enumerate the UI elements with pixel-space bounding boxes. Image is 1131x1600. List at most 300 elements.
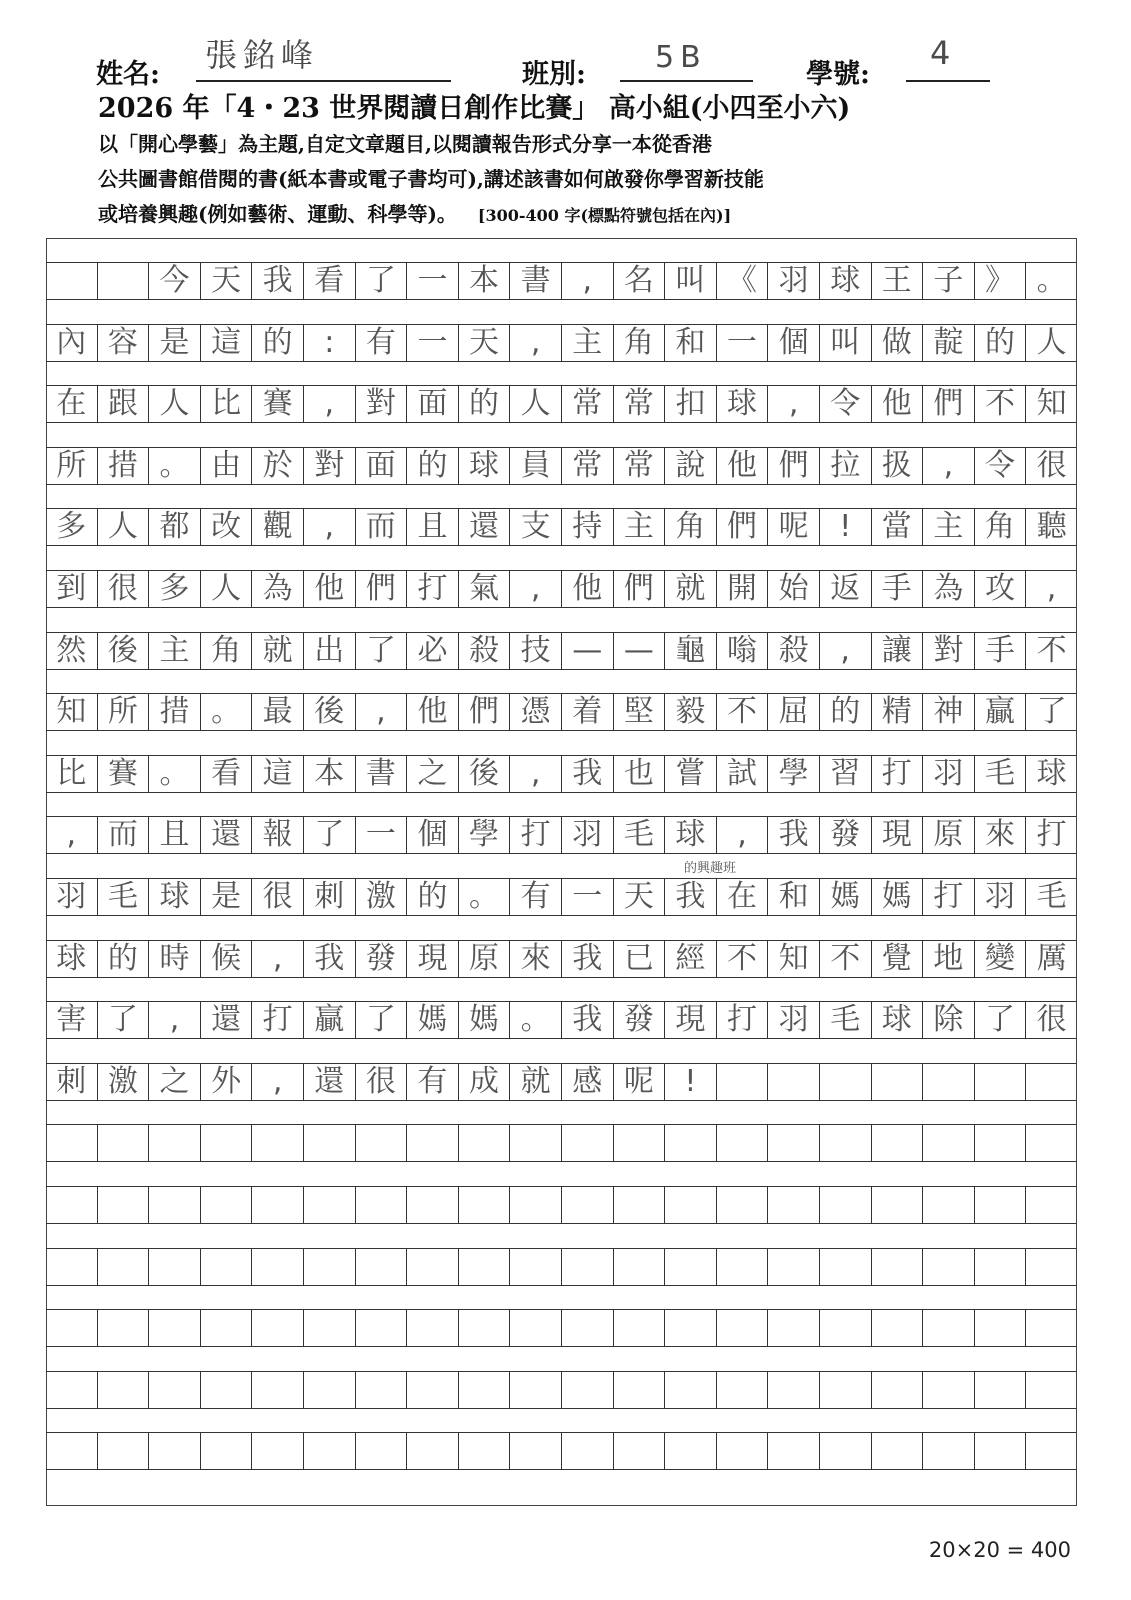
grid-cell[interactable] — [922, 1125, 974, 1161]
grid-cell[interactable] — [613, 1187, 665, 1223]
grid-cell[interactable] — [406, 1125, 458, 1161]
grid-cell[interactable]: 改 — [200, 509, 252, 545]
grid-cell[interactable]: 球 — [664, 817, 716, 853]
grid-cell[interactable] — [664, 1433, 716, 1469]
grid-cell[interactable]: 不 — [819, 941, 871, 977]
grid-cell[interactable]: 成 — [458, 1064, 510, 1100]
grid-cell[interactable]: 有 — [406, 1064, 458, 1100]
grid-cell[interactable]: 讓 — [871, 633, 923, 669]
grid-cell[interactable]: 支 — [509, 509, 561, 545]
grid-cell[interactable]: 在 — [716, 879, 768, 915]
grid-cell[interactable] — [664, 1372, 716, 1408]
grid-cell[interactable]: 習 — [819, 756, 871, 792]
grid-cell[interactable]: 。 — [148, 448, 200, 484]
grid-cell[interactable]: 現 — [406, 941, 458, 977]
grid-cell[interactable]: 他 — [716, 448, 768, 484]
grid-cell[interactable] — [509, 1125, 561, 1161]
grid-cell[interactable]: 靛 — [922, 325, 974, 361]
grid-cell[interactable]: 害 — [56, 1002, 87, 1037]
grid-cell[interactable]: 殺 — [458, 633, 510, 669]
grid-cell[interactable] — [871, 1372, 923, 1408]
grid-cell[interactable] — [819, 1433, 871, 1469]
grid-cell[interactable]: 主 — [148, 633, 200, 669]
grid-cell[interactable] — [355, 1249, 407, 1285]
grid-cell[interactable] — [664, 1125, 716, 1161]
grid-cell[interactable]: 內 — [56, 325, 87, 360]
grid-cell[interactable]: 由 — [200, 448, 252, 484]
grid-cell[interactable] — [509, 1310, 561, 1346]
grid-cell[interactable] — [303, 1125, 355, 1161]
grid-cell[interactable]: 且 — [148, 817, 200, 853]
grid-cell[interactable]: 的 — [406, 879, 458, 915]
grid-cell[interactable] — [1025, 1249, 1077, 1285]
grid-cell[interactable]: 了 — [1025, 694, 1077, 730]
grid-cell[interactable]: 手 — [974, 633, 1026, 669]
grid-cell[interactable]: 打 — [716, 1002, 768, 1038]
grid-cell[interactable] — [148, 1125, 200, 1161]
grid-cell[interactable] — [819, 1249, 871, 1285]
grid-cell[interactable] — [1025, 1125, 1077, 1161]
grid-cell[interactable]: 們 — [922, 386, 974, 422]
grid-cell[interactable]: 氣 — [458, 571, 510, 607]
grid-cell[interactable]: 且 — [406, 509, 458, 545]
grid-cell[interactable]: , — [716, 817, 768, 853]
grid-cell[interactable] — [1025, 1310, 1077, 1346]
grid-cell[interactable]: 。 — [509, 1002, 561, 1038]
grid-cell[interactable]: 對 — [922, 633, 974, 669]
grid-cell[interactable]: 毛 — [819, 1002, 871, 1038]
grid-cell[interactable]: 球 — [148, 879, 200, 915]
grid-cell[interactable]: 贏 — [974, 694, 1026, 730]
grid-cell[interactable] — [767, 1249, 819, 1285]
grid-cell[interactable] — [613, 1433, 665, 1469]
grid-cell[interactable] — [819, 1372, 871, 1408]
grid-cell[interactable] — [509, 1372, 561, 1408]
grid-cell[interactable] — [406, 1310, 458, 1346]
grid-cell[interactable]: 人 — [148, 386, 200, 422]
grid-cell[interactable]: 知 — [56, 694, 87, 729]
grid-cell[interactable]: 們 — [355, 571, 407, 607]
class-value[interactable]: 5B — [655, 40, 707, 75]
grid-cell[interactable] — [1025, 1187, 1077, 1223]
grid-cell[interactable]: 球 — [819, 263, 871, 299]
grid-cell[interactable] — [355, 1125, 407, 1161]
grid-cell[interactable]: 措 — [148, 694, 200, 730]
grid-cell[interactable] — [303, 1433, 355, 1469]
grid-cell[interactable] — [922, 1249, 974, 1285]
grid-cell[interactable] — [664, 1249, 716, 1285]
grid-cell[interactable]: 的 — [974, 325, 1026, 361]
grid-cell[interactable]: 毛 — [974, 756, 1026, 792]
grid-cell[interactable] — [148, 1433, 200, 1469]
grid-cell[interactable]: , — [355, 694, 407, 730]
grid-cell[interactable]: 球 — [716, 386, 768, 422]
grid-cell[interactable]: 們 — [613, 571, 665, 607]
grid-cell[interactable]: 聽 — [1025, 509, 1077, 545]
grid-cell[interactable]: 經 — [664, 941, 716, 977]
grid-cell[interactable]: 羽 — [767, 263, 819, 299]
grid-cell[interactable]: 。 — [148, 756, 200, 792]
grid-cell[interactable]: 人 — [509, 386, 561, 422]
grid-cell[interactable]: ! — [819, 509, 871, 545]
grid-cell[interactable]: 他 — [871, 386, 923, 422]
grid-cell[interactable] — [1025, 1064, 1077, 1100]
grid-cell[interactable] — [46, 1125, 97, 1161]
grid-cell[interactable]: 很 — [251, 879, 303, 915]
grid-cell[interactable]: 來 — [974, 817, 1026, 853]
grid-cell[interactable]: 外 — [200, 1064, 252, 1100]
grid-cell[interactable]: 主 — [613, 509, 665, 545]
grid-cell[interactable]: 不 — [716, 694, 768, 730]
grid-cell[interactable]: 王 — [871, 263, 923, 299]
grid-cell[interactable]: 出 — [303, 633, 355, 669]
grid-cell[interactable]: 為 — [251, 571, 303, 607]
grid-cell[interactable]: 今 — [148, 263, 200, 299]
grid-cell[interactable] — [509, 1187, 561, 1223]
grid-cell[interactable]: ! — [664, 1064, 716, 1100]
grid-cell[interactable] — [871, 1187, 923, 1223]
grid-cell[interactable]: 打 — [922, 879, 974, 915]
grid-cell[interactable]: 一 — [406, 263, 458, 299]
grid-cell[interactable]: 的 — [819, 694, 871, 730]
grid-cell[interactable]: 們 — [458, 694, 510, 730]
grid-cell[interactable]: 打 — [406, 571, 458, 607]
grid-cell[interactable]: 了 — [355, 1002, 407, 1038]
grid-cell[interactable]: 我 — [303, 941, 355, 977]
grid-cell[interactable] — [974, 1187, 1026, 1223]
grid-cell[interactable] — [355, 1372, 407, 1408]
grid-cell[interactable]: 還 — [200, 817, 252, 853]
grid-cell[interactable]: , — [819, 633, 871, 669]
grid-cell[interactable]: 憑 — [509, 694, 561, 730]
grid-cell[interactable] — [148, 1187, 200, 1223]
grid-cell[interactable]: 手 — [871, 571, 923, 607]
grid-cell[interactable] — [974, 1125, 1026, 1161]
grid-cell[interactable]: 們 — [716, 509, 768, 545]
grid-cell[interactable]: 了 — [355, 633, 407, 669]
grid-cell[interactable]: 球 — [56, 941, 87, 976]
grid-cell[interactable] — [46, 1372, 97, 1408]
grid-cell[interactable]: 發 — [819, 817, 871, 853]
grid-cell[interactable]: , — [767, 386, 819, 422]
grid-cell[interactable]: 球 — [1025, 756, 1077, 792]
grid-cell[interactable] — [561, 1310, 613, 1346]
grid-cell[interactable]: 這 — [200, 325, 252, 361]
grid-cell[interactable] — [251, 1310, 303, 1346]
grid-cell[interactable]: 刺 — [303, 879, 355, 915]
grid-cell[interactable] — [251, 1187, 303, 1223]
grid-cell[interactable] — [458, 1125, 510, 1161]
grid-cell[interactable] — [251, 1125, 303, 1161]
grid-cell[interactable]: 角 — [664, 509, 716, 545]
grid-cell[interactable]: 還 — [200, 1002, 252, 1038]
grid-cell[interactable]: 打 — [509, 817, 561, 853]
grid-cell[interactable]: 《 — [716, 263, 768, 299]
grid-cell[interactable]: 打 — [251, 1002, 303, 1038]
grid-cell[interactable]: 人 — [200, 571, 252, 607]
grid-cell[interactable] — [716, 1249, 768, 1285]
grid-cell[interactable]: 當 — [871, 509, 923, 545]
grid-cell[interactable] — [561, 1433, 613, 1469]
grid-cell[interactable]: 對 — [355, 386, 407, 422]
grid-cell[interactable] — [974, 1433, 1026, 1469]
grid-cell[interactable]: 而 — [355, 509, 407, 545]
grid-cell[interactable]: 毛 — [613, 817, 665, 853]
grid-cell[interactable]: 措 — [97, 448, 149, 484]
grid-cell[interactable]: 我 — [664, 879, 716, 915]
grid-cell[interactable]: 所 — [56, 448, 87, 483]
grid-cell[interactable] — [46, 1310, 97, 1346]
grid-cell[interactable] — [200, 1249, 252, 1285]
grid-cell[interactable]: , — [1025, 571, 1077, 607]
grid-cell[interactable] — [767, 1125, 819, 1161]
grid-cell[interactable] — [767, 1310, 819, 1346]
grid-cell[interactable] — [767, 1064, 819, 1100]
grid-cell[interactable]: 除 — [922, 1002, 974, 1038]
grid-cell[interactable] — [148, 1310, 200, 1346]
name-value[interactable]: 張銘峰 — [205, 36, 320, 74]
grid-cell[interactable]: 常 — [561, 448, 613, 484]
grid-cell[interactable]: , — [148, 1002, 200, 1038]
grid-cell[interactable]: 角 — [974, 509, 1026, 545]
grid-cell[interactable] — [46, 1433, 97, 1469]
grid-cell[interactable] — [922, 1372, 974, 1408]
grid-cell[interactable] — [716, 1187, 768, 1223]
grid-cell[interactable]: 很 — [1025, 448, 1077, 484]
grid-cell[interactable] — [716, 1433, 768, 1469]
grid-cell[interactable]: 是 — [148, 325, 200, 361]
grid-cell[interactable]: 一 — [406, 325, 458, 361]
grid-cell[interactable]: 了 — [303, 817, 355, 853]
grid-cell[interactable] — [767, 1372, 819, 1408]
grid-cell[interactable]: 然 — [56, 633, 87, 668]
grid-cell[interactable] — [406, 1433, 458, 1469]
grid-cell[interactable]: 面 — [406, 386, 458, 422]
grid-cell[interactable]: 嘗 — [664, 756, 716, 792]
grid-cell[interactable]: 打 — [871, 756, 923, 792]
grid-cell[interactable]: 學 — [767, 756, 819, 792]
grid-cell[interactable]: 主 — [561, 325, 613, 361]
grid-cell[interactable] — [97, 1187, 149, 1223]
grid-cell[interactable] — [561, 1372, 613, 1408]
grid-cell[interactable]: 羽 — [767, 1002, 819, 1038]
grid-cell[interactable]: 面 — [355, 448, 407, 484]
grid-cell[interactable]: 書 — [355, 756, 407, 792]
grid-cell[interactable]: 殺 — [767, 633, 819, 669]
grid-cell[interactable]: 主 — [922, 509, 974, 545]
grid-cell[interactable]: 現 — [664, 1002, 716, 1038]
grid-cell[interactable]: 名 — [613, 263, 665, 299]
grid-cell[interactable]: 來 — [509, 941, 561, 977]
grid-cell[interactable] — [871, 1249, 923, 1285]
grid-cell[interactable]: 天 — [458, 325, 510, 361]
grid-cell[interactable]: 很 — [1025, 1002, 1077, 1038]
grid-cell[interactable]: 看 — [303, 263, 355, 299]
id-value[interactable]: 4 — [930, 34, 951, 72]
grid-cell[interactable]: 的 — [458, 386, 510, 422]
grid-cell[interactable]: 就 — [251, 633, 303, 669]
grid-cell[interactable] — [561, 1187, 613, 1223]
grid-cell[interactable]: 扣 — [664, 386, 716, 422]
grid-cell[interactable]: 拉 — [819, 448, 871, 484]
grid-cell[interactable]: , — [509, 325, 561, 361]
grid-cell[interactable] — [200, 1372, 252, 1408]
grid-cell[interactable]: 賽 — [251, 386, 303, 422]
grid-cell[interactable]: , — [509, 756, 561, 792]
grid-cell[interactable] — [458, 1433, 510, 1469]
grid-cell[interactable]: 我 — [251, 263, 303, 299]
grid-cell[interactable]: 常 — [613, 448, 665, 484]
grid-cell[interactable]: 激 — [97, 1064, 149, 1100]
grid-cell[interactable] — [974, 1064, 1026, 1100]
grid-cell[interactable] — [458, 1249, 510, 1285]
grid-cell[interactable]: 就 — [509, 1064, 561, 1100]
grid-cell[interactable]: 天 — [200, 263, 252, 299]
grid-cell[interactable]: 們 — [767, 448, 819, 484]
grid-cell[interactable] — [716, 1310, 768, 1346]
grid-cell[interactable]: 地 — [922, 941, 974, 977]
grid-cell[interactable] — [97, 1249, 149, 1285]
grid-cell[interactable] — [303, 1249, 355, 1285]
grid-cell[interactable]: 說 — [664, 448, 716, 484]
grid-cell[interactable]: 屈 — [767, 694, 819, 730]
grid-cell[interactable]: 現 — [871, 817, 923, 853]
grid-cell[interactable]: 毛 — [97, 879, 149, 915]
grid-cell[interactable] — [303, 1310, 355, 1346]
grid-cell[interactable] — [561, 1249, 613, 1285]
grid-cell[interactable]: 感 — [561, 1064, 613, 1100]
grid-cell[interactable]: 毅 — [664, 694, 716, 730]
grid-cell[interactable]: 的 — [406, 448, 458, 484]
grid-cell[interactable]: 令 — [974, 448, 1026, 484]
grid-cell[interactable]: 。 — [458, 879, 510, 915]
grid-cell[interactable] — [97, 263, 149, 299]
grid-cell[interactable] — [148, 1372, 200, 1408]
grid-cell[interactable] — [922, 1433, 974, 1469]
grid-cell[interactable]: 很 — [97, 571, 149, 607]
grid-cell[interactable] — [922, 1064, 974, 1100]
grid-cell[interactable] — [561, 1125, 613, 1161]
grid-cell[interactable]: 在 — [56, 386, 87, 421]
grid-cell[interactable]: 跟 — [97, 386, 149, 422]
grid-cell[interactable] — [613, 1372, 665, 1408]
grid-cell[interactable]: 我 — [561, 1002, 613, 1038]
grid-cell[interactable]: — — [613, 633, 665, 669]
grid-cell[interactable]: 知 — [767, 941, 819, 977]
grid-cell[interactable] — [974, 1372, 1026, 1408]
grid-cell[interactable] — [97, 1125, 149, 1161]
grid-cell[interactable]: 原 — [458, 941, 510, 977]
grid-cell[interactable]: 發 — [613, 1002, 665, 1038]
grid-cell[interactable]: 令 — [819, 386, 871, 422]
grid-cell[interactable]: 有 — [509, 879, 561, 915]
grid-cell[interactable]: 之 — [406, 756, 458, 792]
grid-cell[interactable]: 報 — [251, 817, 303, 853]
grid-cell[interactable]: 了 — [97, 1002, 149, 1038]
grid-cell[interactable]: 也 — [613, 756, 665, 792]
grid-cell[interactable] — [871, 1433, 923, 1469]
grid-cell[interactable] — [251, 1372, 303, 1408]
grid-cell[interactable] — [716, 1125, 768, 1161]
grid-cell[interactable]: 不 — [974, 386, 1026, 422]
grid-cell[interactable]: 始 — [767, 571, 819, 607]
grid-cell[interactable]: 叫 — [664, 263, 716, 299]
grid-cell[interactable] — [1025, 1433, 1077, 1469]
grid-cell[interactable]: 人 — [1025, 325, 1077, 361]
grid-cell[interactable] — [509, 1249, 561, 1285]
grid-cell[interactable]: 和 — [767, 879, 819, 915]
grid-cell[interactable]: 很 — [355, 1064, 407, 1100]
grid-cell[interactable]: 激 — [355, 879, 407, 915]
grid-cell[interactable]: 書 — [509, 263, 561, 299]
grid-cell[interactable]: 媽 — [819, 879, 871, 915]
grid-cell[interactable]: 媽 — [406, 1002, 458, 1038]
grid-cell[interactable]: 了 — [974, 1002, 1026, 1038]
grid-cell[interactable]: 贏 — [303, 1002, 355, 1038]
grid-cell[interactable]: 之 — [148, 1064, 200, 1100]
grid-cell[interactable]: 一 — [355, 817, 407, 853]
grid-cell[interactable]: 毛 — [1025, 879, 1077, 915]
grid-cell[interactable]: 堅 — [613, 694, 665, 730]
grid-cell[interactable]: 常 — [613, 386, 665, 422]
grid-cell[interactable]: 。 — [1025, 263, 1077, 299]
grid-cell[interactable]: 扱 — [871, 448, 923, 484]
grid-cell[interactable]: 不 — [1025, 633, 1077, 669]
grid-cell[interactable] — [664, 1310, 716, 1346]
grid-cell[interactable]: 刺 — [56, 1064, 87, 1099]
grid-cell[interactable] — [251, 1249, 303, 1285]
grid-cell[interactable]: 球 — [871, 1002, 923, 1038]
grid-cell[interactable]: 覺 — [871, 941, 923, 977]
grid-cell[interactable] — [974, 1310, 1026, 1346]
grid-cell[interactable]: 常 — [561, 386, 613, 422]
grid-cell[interactable]: , — [66, 817, 77, 852]
grid-cell[interactable]: 本 — [458, 263, 510, 299]
grid-cell[interactable]: 為 — [922, 571, 974, 607]
grid-cell[interactable]: 神 — [922, 694, 974, 730]
grid-cell[interactable] — [613, 1310, 665, 1346]
grid-cell[interactable]: 的 — [251, 325, 303, 361]
grid-cell[interactable] — [767, 1187, 819, 1223]
grid-cell[interactable]: 媽 — [871, 879, 923, 915]
grid-cell[interactable]: 角 — [200, 633, 252, 669]
grid-cell[interactable]: 媽 — [458, 1002, 510, 1038]
grid-cell[interactable]: 有 — [355, 325, 407, 361]
grid-cell[interactable] — [716, 1064, 768, 1100]
grid-cell[interactable]: 子 — [922, 263, 974, 299]
grid-cell[interactable]: 天 — [613, 879, 665, 915]
grid-cell[interactable]: 就 — [664, 571, 716, 607]
grid-cell[interactable] — [355, 1310, 407, 1346]
grid-cell[interactable] — [1025, 1372, 1077, 1408]
grid-cell[interactable]: 都 — [148, 509, 200, 545]
grid-cell[interactable]: 的 — [97, 941, 149, 977]
grid-cell[interactable]: 個 — [406, 817, 458, 853]
grid-cell[interactable] — [871, 1125, 923, 1161]
grid-cell[interactable]: 後 — [303, 694, 355, 730]
grid-cell[interactable] — [871, 1310, 923, 1346]
grid-cell[interactable] — [406, 1187, 458, 1223]
grid-cell[interactable] — [200, 1125, 252, 1161]
grid-cell[interactable]: 變 — [974, 941, 1026, 977]
grid-cell[interactable]: , — [303, 386, 355, 422]
grid-cell[interactable] — [922, 1310, 974, 1346]
grid-cell[interactable]: 了 — [355, 263, 407, 299]
grid-cell[interactable] — [251, 1433, 303, 1469]
grid-cell[interactable]: 羽 — [56, 879, 87, 914]
grid-cell[interactable]: , — [922, 448, 974, 484]
grid-cell[interactable]: 一 — [716, 325, 768, 361]
